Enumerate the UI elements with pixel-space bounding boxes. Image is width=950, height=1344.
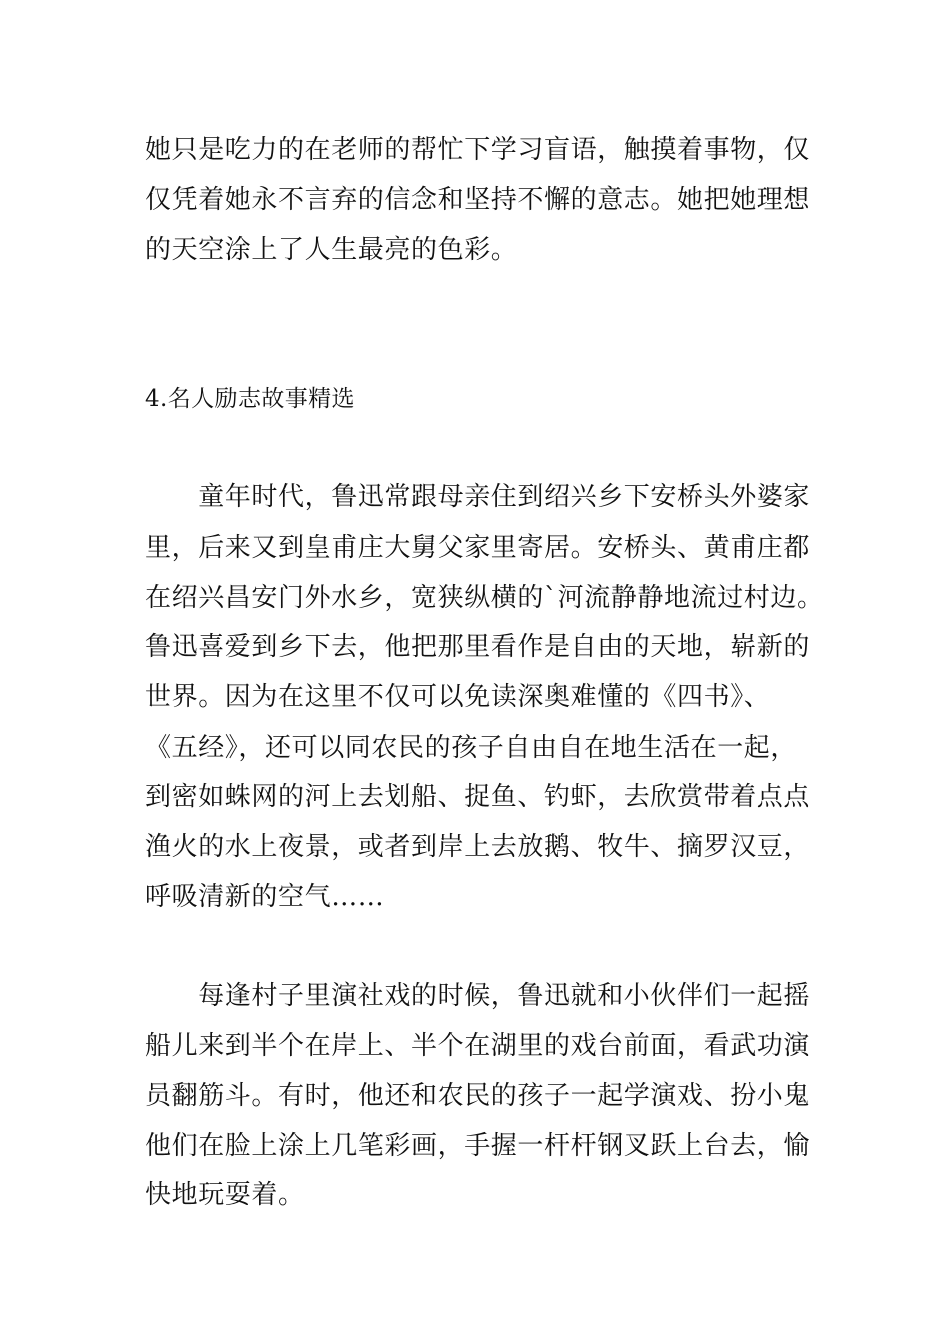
paragraph-2-line-3: 在绍兴昌安门外水乡，宽狭纵横的`河流静静地流过村边。 [145,583,824,613]
paragraph-3-line-2: 船儿来到半个在岸上、半个在湖里的戏台前面，看武功演 [145,1031,811,1061]
paragraph-1-line-1: 她只是吃力的在老师的帮忙下学习盲语，触摸着事物，仅 [145,135,811,165]
paragraph-2-line-4: 鲁迅喜爱到乡下去，他把那里看作是自由的天地，崭新的 [145,632,811,662]
section-heading: 4.名人励志故事精选 [145,386,355,412]
paragraph-2-line-9: 呼吸清新的空气…… [145,882,385,912]
paragraph-2-line-7: 到密如蛛网的河上去划船、捉鱼、钓虾，去欣赏带着点点 [145,782,811,812]
paragraph-1-line-3: 的天空涂上了人生最亮的色彩。 [145,235,518,265]
paragraph-3-line-5: 快地玩耍着。 [145,1180,305,1210]
paragraph-2-line-2: 里，后来又到皇甫庄大舅父家里寄居。安桥头、黄甫庄都 [145,533,811,563]
paragraph-3-line-4: 他们在脸上涂上几笔彩画，手握一杆杆钢叉跃上台去，愉 [145,1131,811,1161]
paragraph-2-line-5: 世界。因为在这里不仅可以免读深奥难懂的《四书》、 [145,682,771,712]
paragraph-2-line-1: 童年时代，鲁迅常跟母亲住到绍兴乡下安桥头外婆家 [145,482,811,512]
paragraph-2-line-8: 渔火的水上夜景，或者到岸上去放鹅、牧牛、摘罗汉豆， [145,832,811,862]
paragraph-1-line-2: 仅凭着她永不言弃的信念和坚持不懈的意志。她把她理想 [145,185,811,215]
paragraph-3-line-1: 每逢村子里演社戏的时候，鲁迅就和小伙伴们一起摇 [145,981,811,1011]
paragraph-3-line-3: 员翻筋斗。有时，他还和农民的孩子一起学演戏、扮小鬼 [145,1081,811,1111]
paragraph-2-line-6: 《五经》，还可以同农民的孩子自由自在地生活在一起， [145,733,798,763]
